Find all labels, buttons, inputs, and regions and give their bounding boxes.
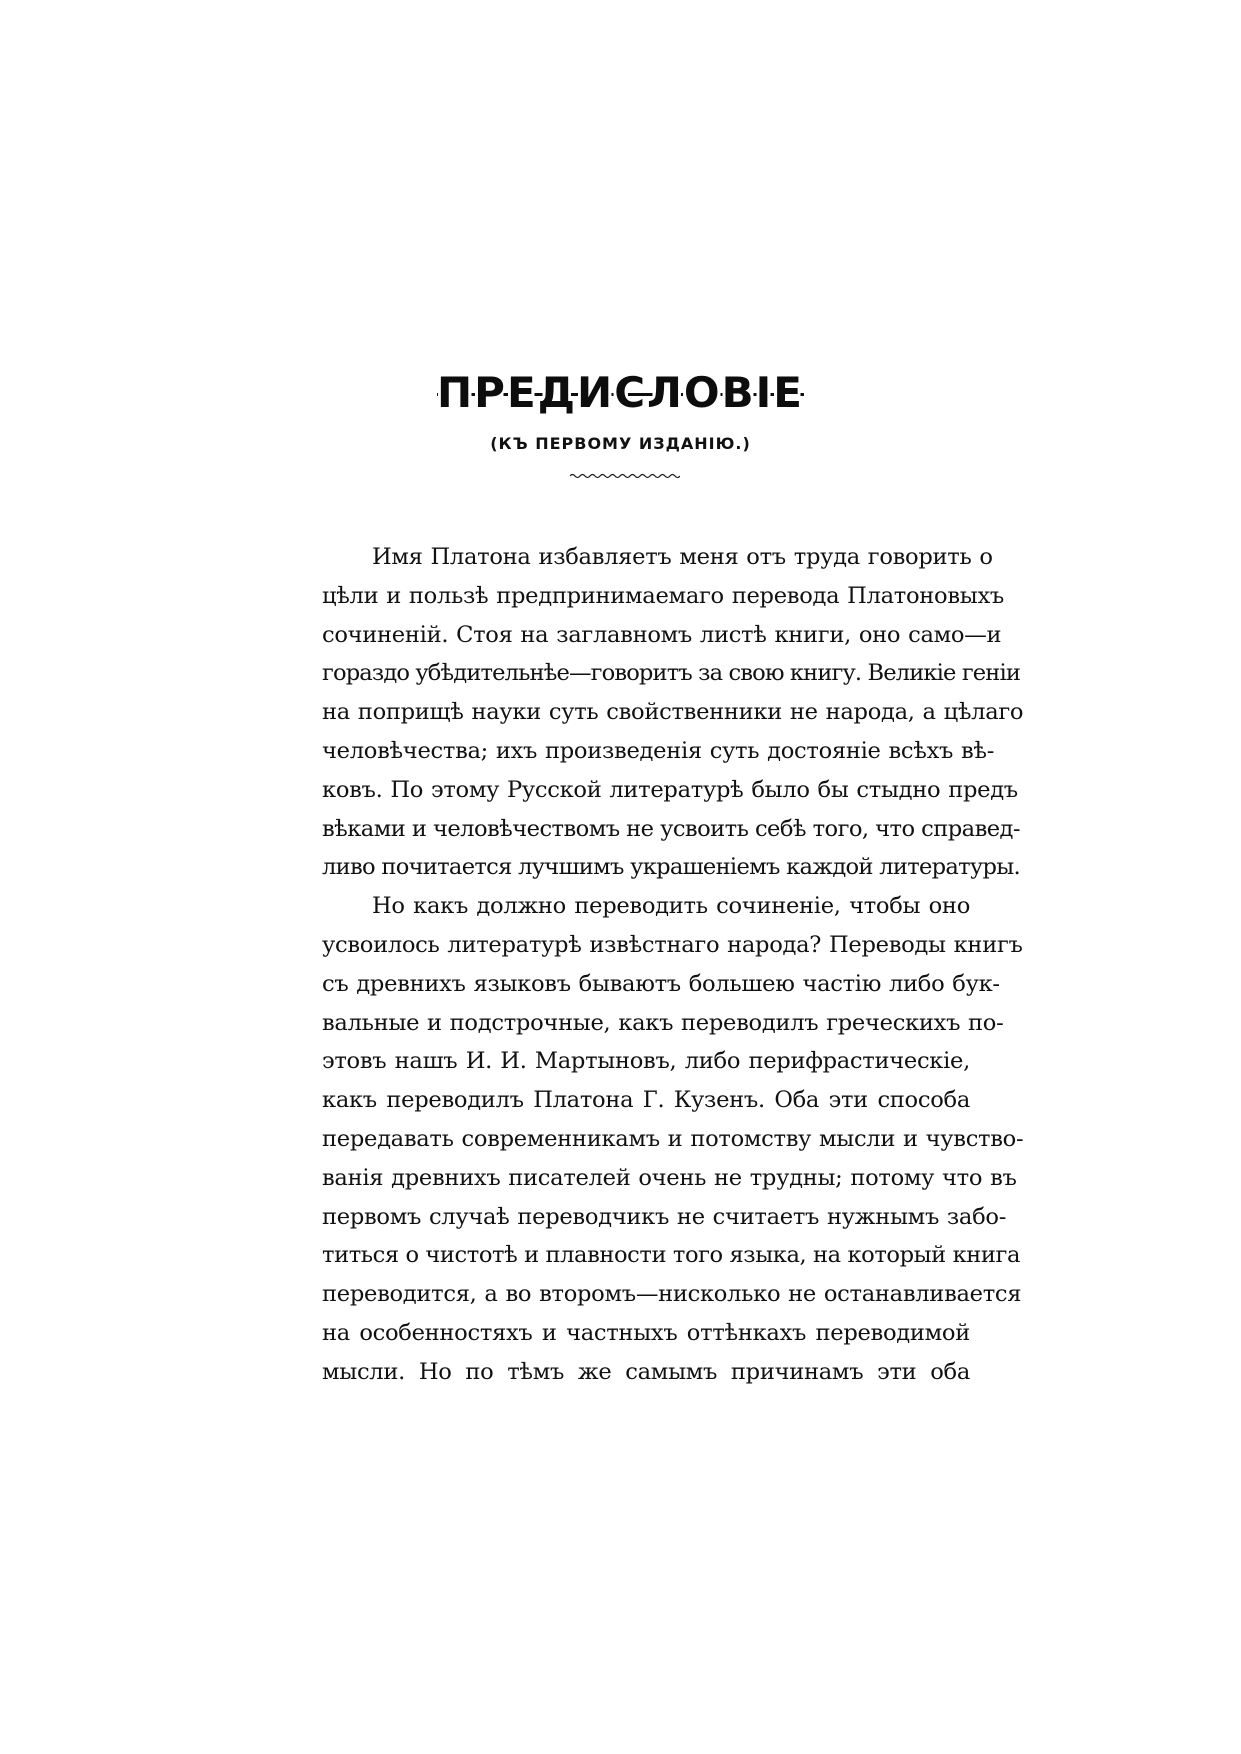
text-line: этовъ нашъ И. И. Мартыновъ, либо перифрастическіе, [322, 1048, 970, 1075]
text-line: вѣками и человѣчествомъ не усвоить себѣ того, что справед- [322, 815, 1020, 842]
body-text [272, 538, 1024, 1392]
text-line: вальные и подстрочные, какъ переводилъ греческихъ по- [322, 1009, 1004, 1036]
text-line: на поприщѣ науки суть свойственники не народа, а цѣлаго [322, 699, 1024, 726]
text-line: переводится, а во второмъ—нисколько не останавливается [322, 1281, 1022, 1308]
text-line: мысли. Но по тѣмъ же самымъ причинамъ эти оба [322, 1358, 970, 1385]
page-subtitle: (КЪ ПЕРВОМУ ИЗДАНІЮ.) [490, 434, 751, 453]
text-line: ванія древнихъ писателей очень не трудны; потому что въ [322, 1164, 1017, 1191]
text-line: усвоилось литературѣ извѣстнаго народа? Переводы книгъ [322, 931, 1023, 958]
text-line: титься о чистотѣ и плавности того языка, на который книга [322, 1242, 1020, 1269]
text-line: передавать современникамъ и потомству мысли и чувство- [322, 1125, 1024, 1152]
text-line: гораздо убѣдительнѣе—говоритъ за свою книгу. Великіе геніи [322, 660, 1020, 687]
text-line: на особенностяхъ и частныхъ оттѣнкахъ переводимой [322, 1319, 970, 1346]
page-title: ПРЕДИСЛОВІЕ [437, 368, 804, 417]
text-line: Но какъ должно переводить сочиненіе, чтобы оно [372, 893, 970, 920]
text-line: ковъ. По этому Русской литературѣ было бы стыдно предъ [322, 776, 1018, 803]
text-line: ливо почитается лучшимъ украшеніемъ каждой литературы. [322, 854, 1020, 881]
paragraph-2 [272, 887, 1024, 1391]
text-line: первомъ случаѣ переводчикъ не считаетъ нужнымъ забо- [322, 1203, 1007, 1230]
paragraph-1 [272, 538, 1024, 887]
text-line: какъ переводилъ Платона Г. Кузенъ. Оба эти способа [322, 1087, 970, 1114]
text-line: съ древнихъ языковъ бываютъ большею частію либо бук- [322, 970, 1000, 997]
wavy-rule-ornament [570, 472, 680, 480]
text-line: цѣли и пользѣ предпринимаемаго перевода Платоновыхъ [322, 582, 1004, 609]
text-line: Имя Платона избавляетъ меня отъ труда говорить о [372, 544, 993, 570]
text-line: человѣчества; ихъ произведенія суть достояніе всѣхъ вѣ- [322, 737, 995, 764]
text-line: сочиненій. Стоя на заглавномъ листѣ книги, оно само—и [322, 621, 1002, 648]
